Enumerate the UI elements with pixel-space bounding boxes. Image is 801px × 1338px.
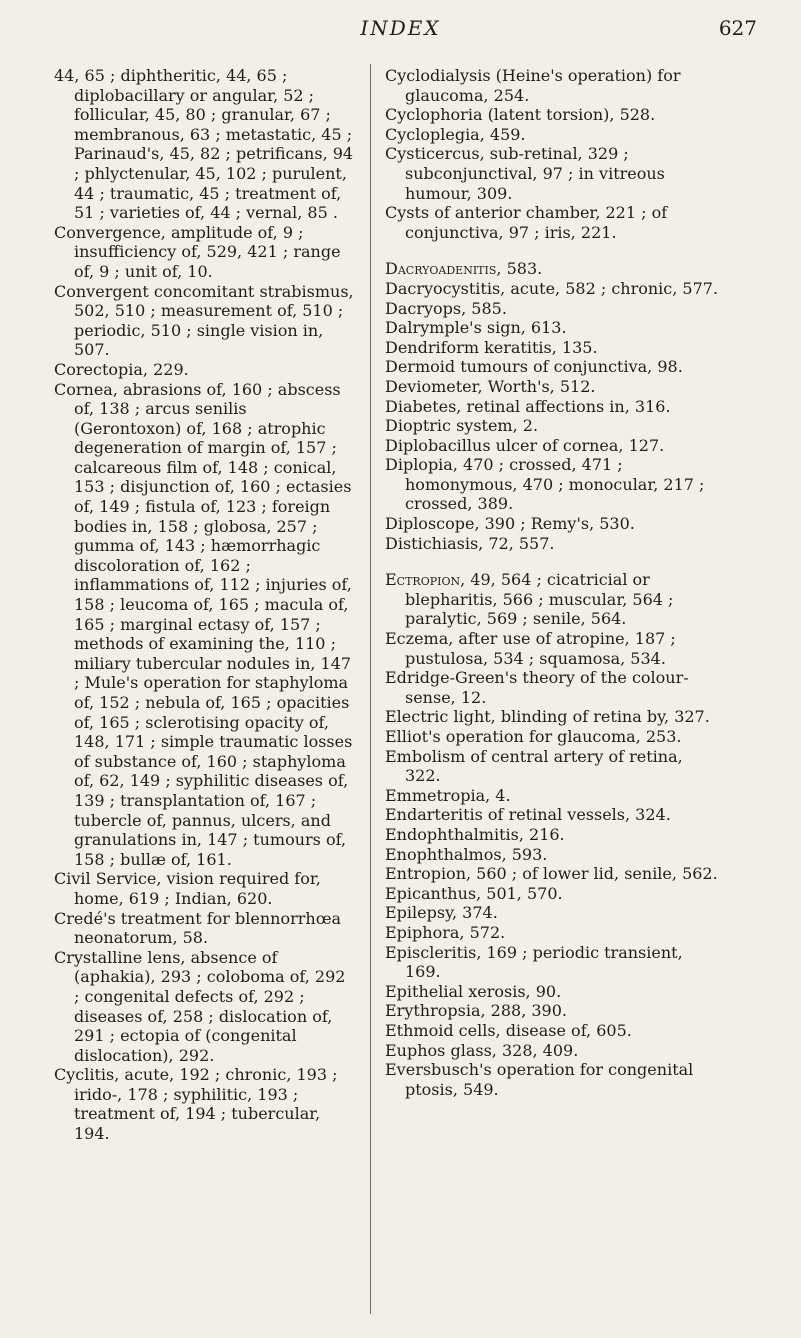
- index-column-right: [385, 66, 723, 1099]
- index-entry: [385, 203, 723, 242]
- index-entry-text: Convergent concomitant strabismus, 502, 510 ; measurement of, 510 ; periodic, 510 ; single vision in, 507.: [54, 281, 354, 360]
- index-entry: [54, 360, 354, 380]
- index-entry-text: 44, 65 ; diphtheritic, 44, 65 ; diplobacillary or angular, 52 ; follicular, 45, 80 ; granular, 67 ; membranous, 63 ; metastatic, 45 ; Parinaud's, 45, 82 ; petrificans, 94 ; phlyctenular, 45, 102 ; purulent, 44 ; traumatic, 45 ; treatment of, 51 ; varieties of, 44 ; vernal, 85 .: [54, 66, 354, 223]
- index-entry: [385, 279, 723, 299]
- index-entry: [385, 943, 723, 982]
- page-header: [0, 16, 801, 46]
- index-entry: [385, 805, 723, 825]
- index-entry: [385, 259, 723, 279]
- index-entry: [385, 125, 723, 145]
- index-entry-text: Edridge-Green's theory of the colour-sense, 12.: [385, 668, 689, 707]
- index-entry: [385, 786, 723, 806]
- index-entry-text: Cyclophoria (latent torsion), 528.: [385, 105, 656, 125]
- index-entry-text: Entropion, 560 ; of lower lid, senile, 562.: [385, 864, 718, 884]
- index-entry-text: Diplobacillus ulcer of cornea, 127.: [385, 435, 665, 455]
- index-entry: [54, 380, 354, 870]
- index-entry: [385, 66, 723, 105]
- index-entry: [385, 397, 723, 417]
- index-entry-text: Epilepsy, 374.: [385, 903, 498, 923]
- index-entry: [54, 909, 354, 948]
- index-entry: [385, 707, 723, 727]
- index-entry: [385, 416, 723, 436]
- index-entry-text: Diplopia, 470 ; crossed, 471 ; homonymous, 470 ; monocular, 217 ; crossed, 389.: [385, 455, 705, 514]
- index-entry: [385, 570, 723, 629]
- index-entry-text: Dioptric system, 2.: [385, 416, 539, 436]
- index-entry: [385, 357, 723, 377]
- index-entry-text: Erythropsia, 288, 390.: [385, 1001, 567, 1021]
- index-entry: [385, 884, 723, 904]
- index-entry: [385, 377, 723, 397]
- index-entry-text: Crystalline lens, absence of (aphakia), 293 ; coloboma of, 292 ; congenital defects of, 292 ; diseases of, 258 ; dislocation of, 291 ; ectopia of (congenital dislocation), 292.: [54, 947, 346, 1065]
- index-entry-text: Dermoid tumours of conjunctiva, 98.: [385, 357, 683, 377]
- index-entry-text: Episcleritis, 169 ; periodic transient, 169.: [385, 942, 683, 982]
- index-entry-text: Civil Service, vision required for, home, 619 ; Indian, 620.: [54, 869, 321, 908]
- index-entry-text: Cycloplegia, 459.: [385, 124, 526, 144]
- index-entry-text: , 49, 564 ; cicatricial or blepharitis, 566 ; muscular, 564 ; paralytic, 569 ; senile, 564.: [405, 570, 674, 629]
- index-entry-text: Cyclitis, acute, 192 ; chronic, 193 ; irido-, 178 ; syphilitic, 193 ; treatment of, 194 ; tubercular, 194.: [54, 1065, 338, 1144]
- index-entry: [385, 534, 723, 554]
- index-entry: [385, 105, 723, 125]
- section-gap: [385, 553, 723, 570]
- index-entry: [385, 1060, 723, 1099]
- index-entry: [385, 338, 723, 358]
- column-divider: [370, 64, 371, 1314]
- index-entry: [385, 299, 723, 319]
- index-entry-text: Euphos glass, 328, 409.: [385, 1040, 579, 1060]
- section-gap: [385, 242, 723, 259]
- index-entry-text: Ethmoid cells, disease of, 605.: [385, 1020, 632, 1040]
- index-entry-text: Elliot's operation for glaucoma, 253.: [385, 727, 682, 746]
- index-entry: [385, 903, 723, 923]
- index-entry-text: Diploscope, 390 ; Remy's, 530.: [385, 514, 635, 534]
- index-entry-text: Diabetes, retinal affections in, 316.: [385, 396, 671, 416]
- index-entry-text: Enophthalmos, 593.: [385, 844, 548, 864]
- index-entry-text: Embolism of central artery of retina, 322.: [385, 746, 683, 786]
- index-entry-text: Endophthalmitis, 216.: [385, 824, 565, 844]
- index-entry-text: Corectopia, 229.: [54, 359, 189, 379]
- index-entry-text: Cysts of anterior chamber, 221 ; of conjunctiva, 97 ; iris, 221.: [385, 203, 668, 242]
- index-entry-text: Cornea, abrasions of, 160 ; abscess of, 138 ; arcus senilis (Gerontoxon) of, 168 ; atrophic degeneration of margin of, 157 ; calcareous film of, 148 ; conical, 153 ; disjunction of, 160 ; ectasies of, 149 ; fistula of, 123 ; foreign bodies in, 158 ; globosa, 257 ; gumma of, 143 ; hæmorrhagic discoloration of, 162 ; inflammations of, 112 ; injuries of, 158 ; leucoma of, 165 ; macula of, 165 ; marginal ectasy of, 157 ; methods of examining the, 110 ; miliary tubercular nodules in, 147 ; Mule's operation for staphyloma of, 152 ; nebula of, 165 ; opacities of, 165 ; sclerotising opacity of, 148, 171 ; simple traumatic losses of substance of, 160 ; staphyloma of, 62, 149 ; syphilitic diseases of, 139 ; transplantation of, 167 ; tubercle of, pannus, ulcers, and granulations in, 147 ; tumours of, 158 ; bullæ of, 161.: [54, 379, 353, 869]
- index-entry: [385, 144, 723, 203]
- index-entry: [385, 845, 723, 865]
- running-title: INDEX: [360, 16, 441, 40]
- section-initial-term: Ectropion: [385, 570, 461, 590]
- index-entry-text: , 583.: [496, 259, 543, 279]
- index-entry-text: Epicanthus, 501, 570.: [385, 883, 563, 903]
- index-entry-text: Dacryops, 585.: [385, 298, 507, 318]
- index-entry-text: Distichiasis, 72, 557.: [385, 533, 555, 553]
- index-entry-text: Credé's treatment for blennorrhœa neonatorum, 58.: [54, 908, 342, 948]
- index-entry-text: Eversbusch's operation for congenital ptosis, 549.: [385, 1060, 694, 1099]
- index-entry-text: Cysticercus, sub-retinal, 329 ; subconjunctival, 97 ; in vitreous humour, 309.: [385, 144, 665, 203]
- index-entry-text: Convergence, amplitude of, 9 ; insufficiency of, 529, 421 ; range of, 9 ; unit of, 10.: [54, 222, 341, 281]
- index-entry-text: Dalrymple's sign, 613.: [385, 318, 567, 338]
- index-entry: [385, 668, 723, 707]
- index-entry-text: Epithelial xerosis, 90.: [385, 981, 562, 1001]
- index-entry-text: Emmetropia, 4.: [385, 785, 511, 805]
- index-entry-text: Dendriform keratitis, 135.: [385, 337, 598, 357]
- index-entry-text: Epiphora, 572.: [385, 922, 506, 942]
- index-entry: [385, 514, 723, 534]
- index-entry: [385, 1021, 723, 1041]
- index-entry-text: Endarteritis of retinal vessels, 324.: [385, 805, 671, 825]
- index-entry: [54, 223, 354, 282]
- index-entry-text: Deviometer, Worth's, 512.: [385, 376, 596, 396]
- index-column-left: [54, 66, 354, 1144]
- index-entry: [385, 318, 723, 338]
- index-entry-text: Cyclodialysis (Heine's operation) for glaucoma, 254.: [385, 66, 681, 105]
- index-entry: [385, 455, 723, 514]
- index-entry: [385, 727, 723, 747]
- index-entry: [385, 864, 723, 884]
- index-entry: [385, 1001, 723, 1021]
- index-entry-text: Electric light, blinding of retina by, 327.: [385, 707, 710, 727]
- index-entry: [54, 66, 354, 223]
- section-initial-term: Dacryoadenitis: [385, 259, 497, 279]
- index-entry: [385, 982, 723, 1002]
- page-number: 627: [718, 16, 757, 40]
- index-entry-text: Dacryocystitis, acute, 582 ; chronic, 577.: [385, 278, 719, 298]
- index-entry-text: Eczema, after use of atropine, 187 ; pustulosa, 534 ; squamosa, 534.: [385, 629, 676, 668]
- index-entry: [385, 825, 723, 845]
- index-entry: [385, 1041, 723, 1061]
- index-entry: [54, 282, 354, 360]
- index-entry: [385, 747, 723, 786]
- index-entry: [385, 923, 723, 943]
- index-entry: [54, 1065, 354, 1143]
- index-entry: [54, 869, 354, 908]
- index-entry: [385, 436, 723, 456]
- index-entry: [385, 629, 723, 668]
- index-entry: [54, 948, 354, 1066]
